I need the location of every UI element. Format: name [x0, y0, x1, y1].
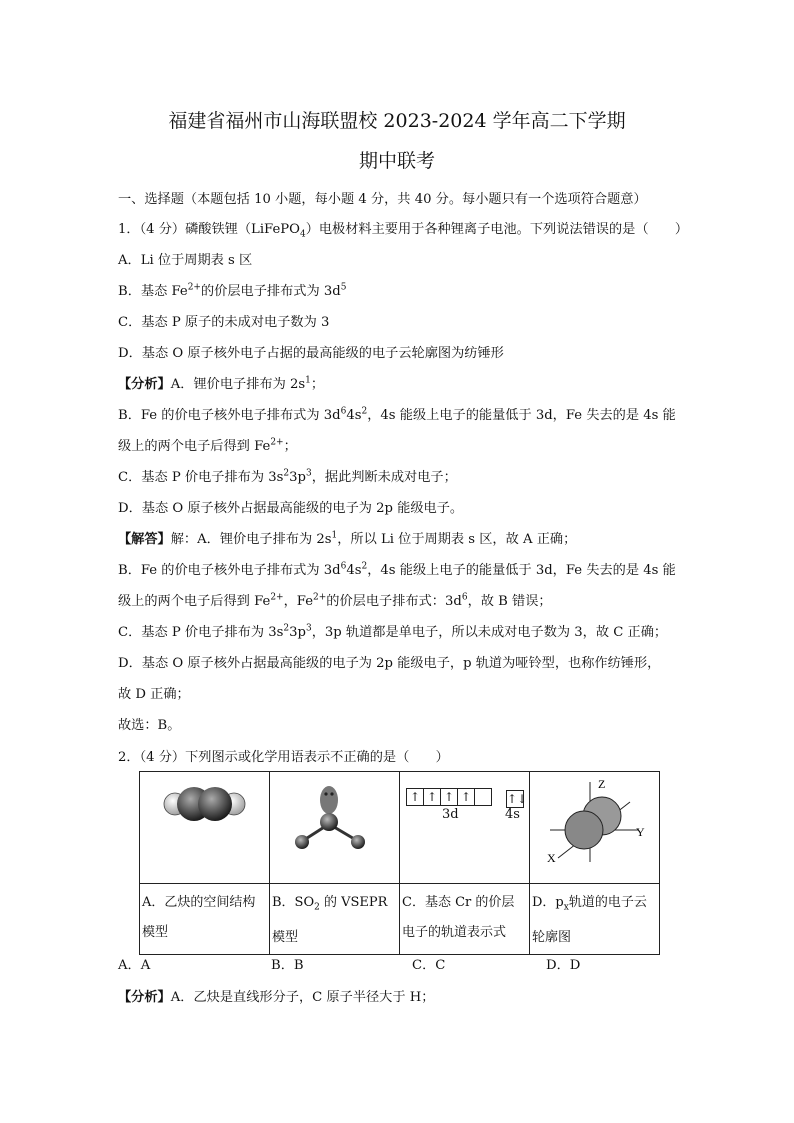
orbital-box: ↑ — [440, 788, 458, 806]
orbital-3d-boxes — [407, 788, 492, 806]
q2-option-b: B．B — [271, 958, 304, 973]
q1-answer-b1: B．Fe 的价电子核外电子排布式为 $3d^64s^2$，4s 能级上电子的能量低于 3d，Fe 失去的是 4s 能 — [118, 561, 676, 578]
q1-option-a: A．Li 位于周期表 s 区 — [118, 253, 253, 268]
q2-caption-d: D．$p_x$轨道的电子云轮廓图 — [530, 884, 660, 955]
q1-answer-b2: 级上的两个电子后得到 $Fe^{2+}$，$Fe^{2+}$的价层电子排布式：$3d^6$，故 B 错误； — [118, 592, 552, 609]
q2-figure-d — [530, 772, 660, 884]
q1-stem: 1．（4 分）磷酸铁锂（LiFePO$_4$）电极材料主要用于各种锂离子电池。下列说法错误的是（ ） — [118, 222, 689, 240]
q1-option-b: B．基态 $Fe^{2+}$的价层电子排布式为 $3d^5$ — [118, 282, 347, 299]
q1-answer-a: 【解答】解：A．锂价电子排布为 $2s^1$，所以 Li 位于周期表 s 区，故 A 正确； — [118, 530, 577, 547]
acetylene-model-icon — [140, 772, 269, 879]
q1-choose: 故选：B。 — [118, 718, 181, 733]
q2-caption-a: A．乙炔的空间结构模型 — [140, 884, 270, 955]
q2-figure-table — [139, 771, 660, 955]
q1-answer-d2: 故 D 正确； — [118, 687, 190, 702]
orbital-box: ↑ — [423, 788, 441, 806]
orbital-4s-label: 4s — [505, 807, 520, 822]
q2-caption-b: B．$SO_2$ 的 VSEPR 模型 — [270, 884, 400, 955]
axis-x-label: X — [547, 851, 556, 865]
q1-analysis-c: C．基态 P 价电子排布为 $3s^23p^3$，据此判断未成对电子； — [118, 468, 457, 485]
q2-figure-a — [140, 772, 270, 884]
page-title-line2: 期中联考 — [358, 150, 435, 172]
q1-answer-c: C．基态 P 价电子排布为 $3s^23p^3$，3p 轨道都是单电子，所以未成对电子数为 3，故 C 正确； — [118, 623, 668, 640]
q2-option-c: C．C — [412, 958, 446, 973]
q1-option-c: C．基态 P 原子的未成对电子数为 3 — [118, 315, 330, 330]
axis-z-label: Z — [598, 777, 606, 791]
q2-caption-c: C．基态 Cr 的价层电子的轨道表示式 — [400, 884, 530, 955]
q2-option-a: A．A — [118, 958, 151, 973]
q1-analysis-b1: B．Fe 的价电子核外电子排布式为 $3d^64s^2$，4s 能级上电子的能量低于 3d，Fe 失去的是 4s 能 — [118, 406, 676, 423]
orbital-3d-label: 3d — [442, 807, 459, 822]
q1-answer-d1: D．基态 O 原子核外占据最高能级的电子为 2p 能级电子，p 轨道为哑铃型，也称作纺锤形， — [118, 656, 661, 671]
q2-analysis-a: 【分析】A．乙炔是直线形分子，C 原子半径大于 H； — [118, 990, 435, 1005]
q1-analysis-b2: 级上的两个电子后得到 $Fe^{2+}$； — [118, 437, 297, 454]
q1-analysis-a: 【分析】A．锂价电子排布为 $2s^1$； — [118, 375, 325, 392]
section-heading: 一、选择题（本题包括 10 小题，每小题 4 分，共 40 分。每小题只有一个选项符合题意） — [118, 192, 647, 207]
orbital-box: ↑ — [457, 788, 475, 806]
q1-analysis-d: D．基态 O 原子核外占据最高能级的电子为 2p 能级电子。 — [118, 501, 464, 516]
page-title-line1: 福建省福州市山海联盟校 2023-2024 学年高二下学期 — [168, 110, 626, 132]
q1-option-d: D．基态 O 原子核外电子占据的最高能级的电子云轮廓图为纺锤形 — [118, 346, 504, 361]
orbital-box — [474, 788, 492, 806]
q2-option-d: D．D — [546, 958, 581, 973]
axis-y-label: Y — [636, 825, 645, 839]
orbital-box: ↑ — [406, 788, 424, 806]
orbital-box: ↑↓ — [507, 792, 528, 806]
so2-vsepr-model-icon — [270, 772, 392, 879]
q2-figure-b — [270, 772, 400, 884]
orbital-4s-box — [507, 788, 528, 808]
q2-figure-c — [400, 772, 530, 884]
px-orbital-icon — [530, 772, 658, 879]
q2-stem: 2．（4 分）下列图示或化学用语表示不正确的是（ ） — [118, 750, 449, 765]
